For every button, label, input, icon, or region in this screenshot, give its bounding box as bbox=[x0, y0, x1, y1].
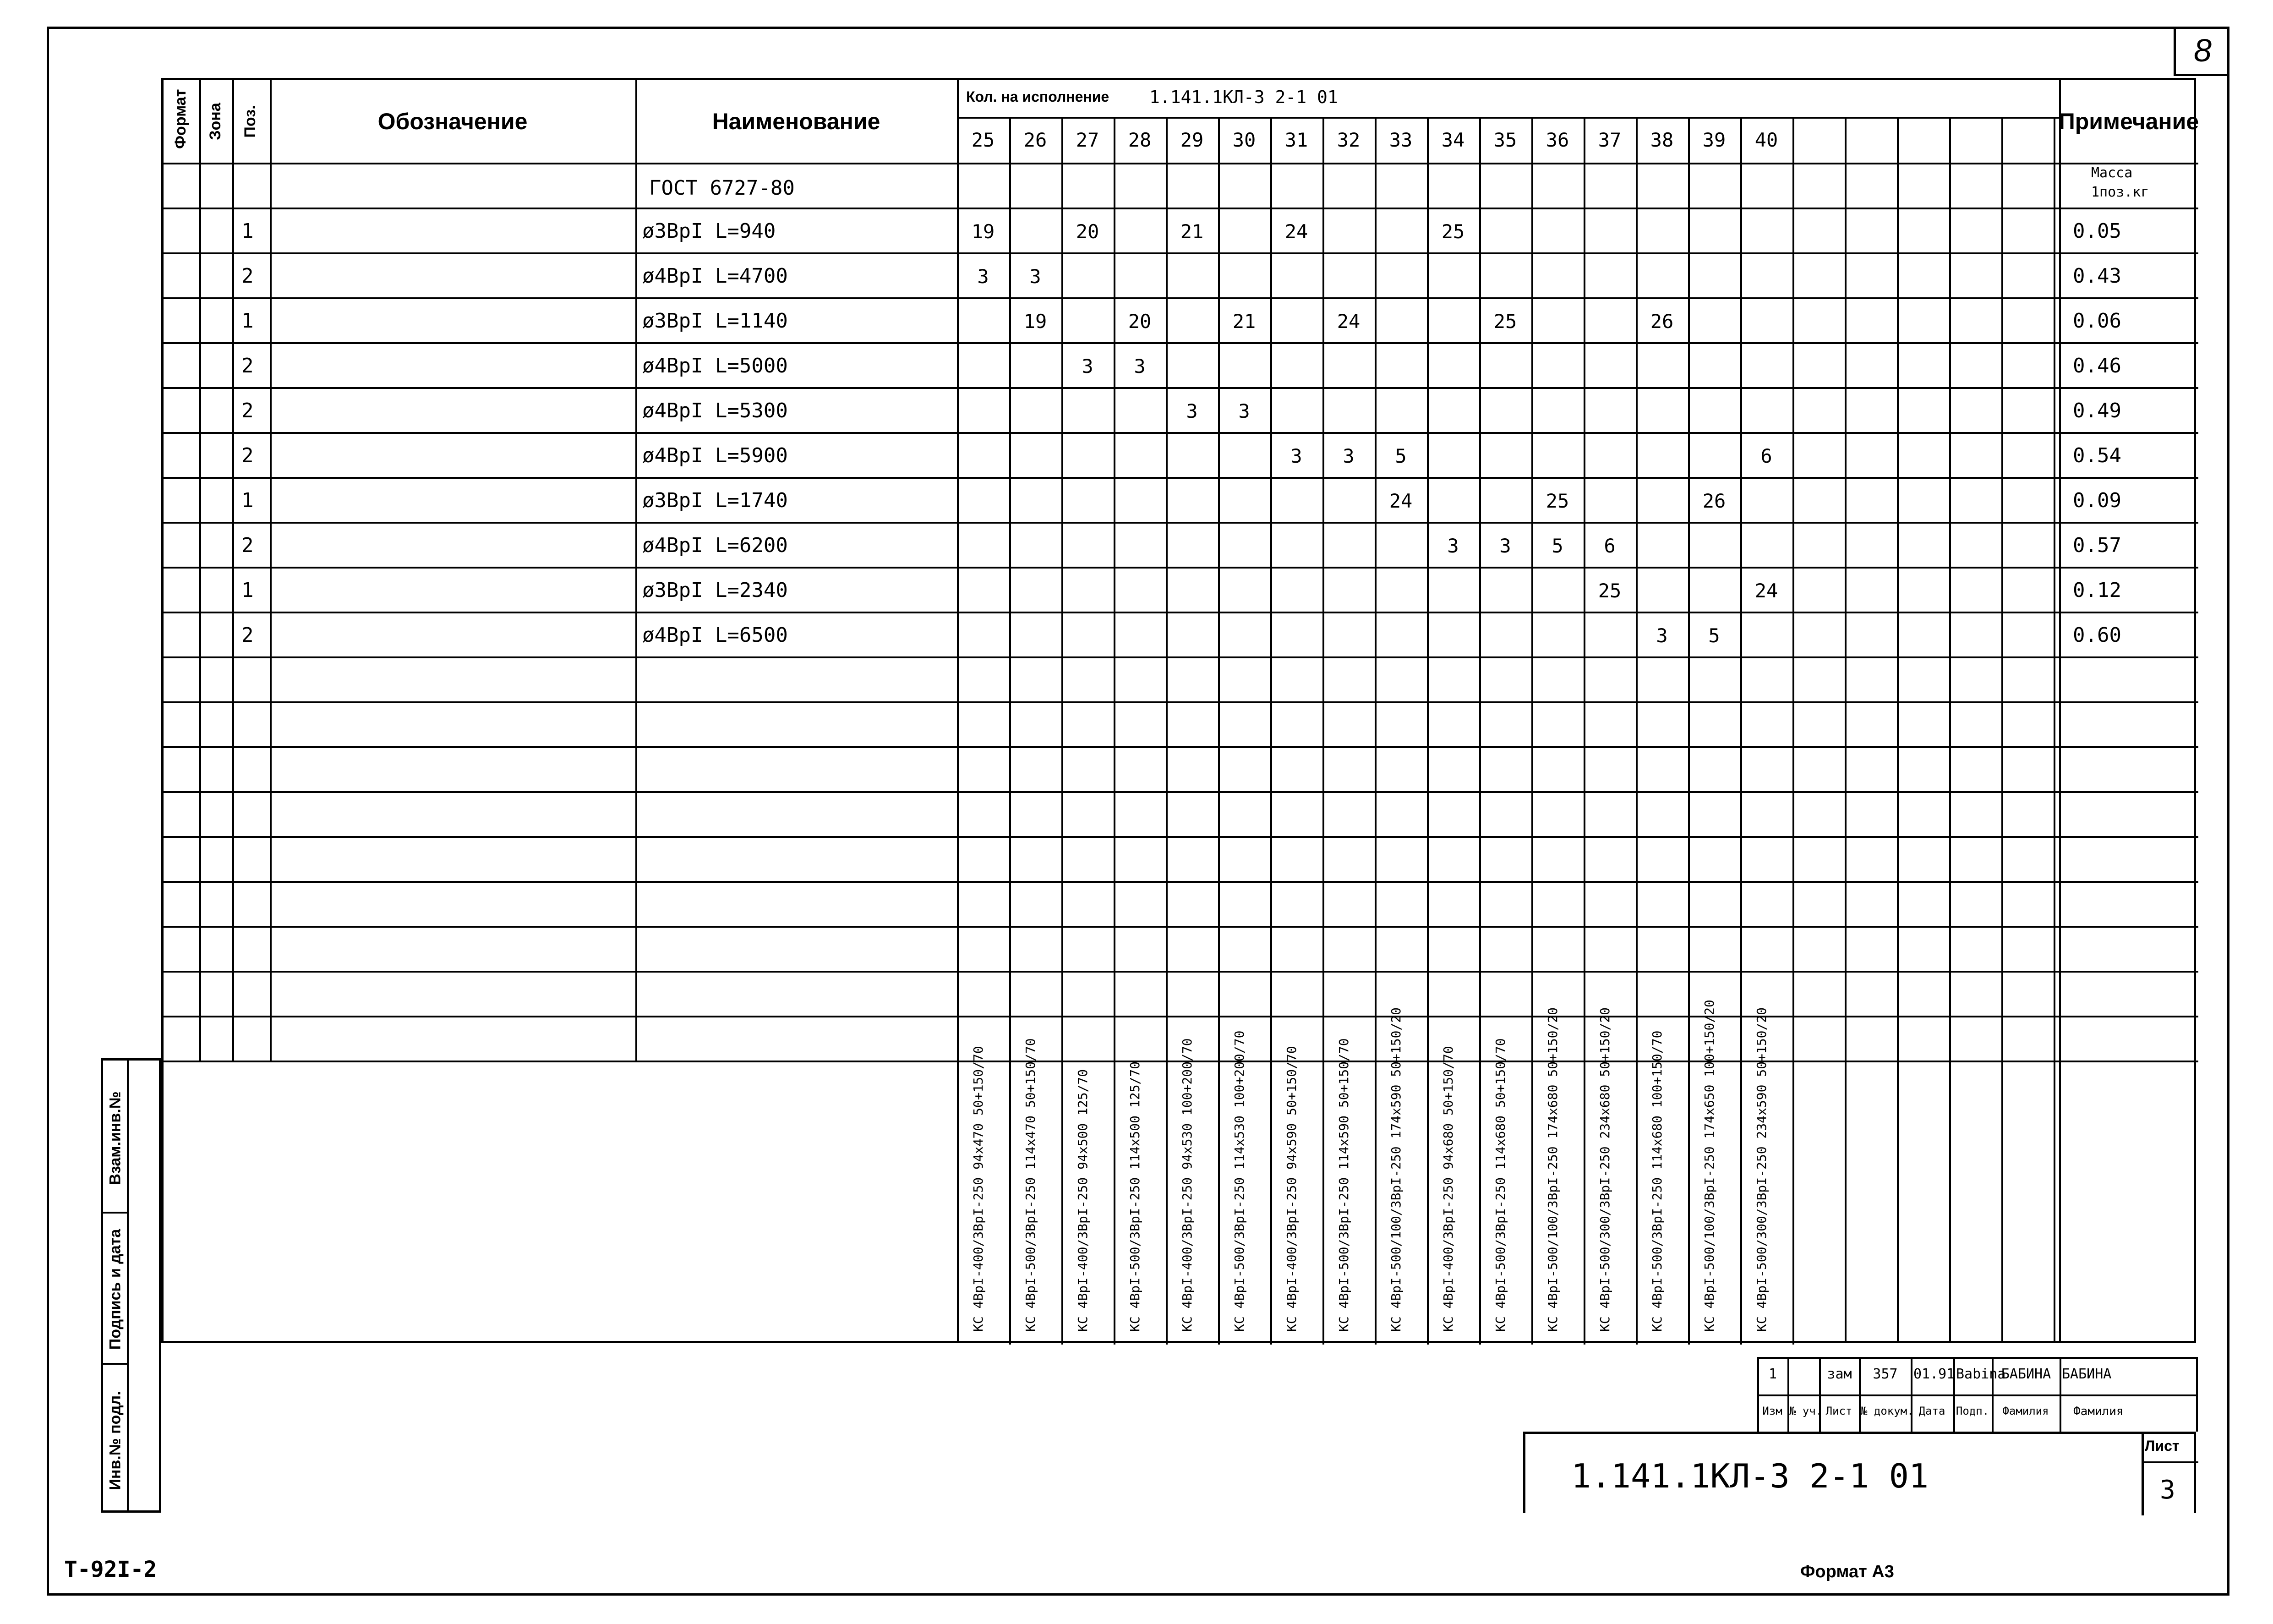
row-qty: 26 bbox=[1702, 490, 1726, 512]
row-qty: 24 bbox=[1337, 310, 1361, 333]
row-qty: 25 bbox=[1441, 220, 1465, 243]
header-zone: Зона bbox=[207, 103, 224, 140]
row-name: ø3ВрI L=1140 bbox=[642, 309, 788, 333]
row-qty: 3 bbox=[1499, 535, 1511, 557]
row-qty: 25 bbox=[1598, 580, 1622, 602]
variant-annotation: КС 4ВрI-500/100/3ВрI-250 174х680 50+150/20 bbox=[1545, 1007, 1560, 1332]
standard-name: ГОСТ 6727-80 bbox=[649, 176, 795, 200]
row-pos: 1 bbox=[241, 579, 254, 602]
variant-column-12: 36 bbox=[1546, 129, 1569, 151]
variant-annotation: КС 4ВрI-500/3ВрI-250 114х680 100+150/70 bbox=[1650, 1030, 1665, 1332]
variant-annotation: КС 4ВрI-400/3ВрI-250 94х530 100+200/70 bbox=[1180, 1038, 1195, 1332]
revision-doc: 357 bbox=[1873, 1366, 1898, 1382]
header-note: Примечание bbox=[2058, 109, 2199, 134]
revision-header-uch: № уч. bbox=[1789, 1405, 1823, 1417]
revision-izm: 1 bbox=[1768, 1366, 1777, 1382]
variant-annotation: КС 4ВрI-500/3ВрI-250 114х500 125/70 bbox=[1127, 1061, 1142, 1332]
revision-block bbox=[1757, 1357, 2196, 1432]
row-name: ø3ВрI L=2340 bbox=[642, 579, 788, 602]
row-name: ø3ВрI L=940 bbox=[642, 219, 776, 243]
footer-right: Формат А3 bbox=[1800, 1562, 1894, 1581]
variant-column-4: 28 bbox=[1128, 129, 1152, 151]
title-sheet-number: 3 bbox=[2160, 1475, 2175, 1505]
row-qty: 24 bbox=[1754, 580, 1778, 602]
variant-annotation: КС 4ВрI-500/100/3ВрI-250 174х650 100+150/20 bbox=[1702, 1000, 1717, 1332]
variant-annotation: КС 4ВрI-500/300/3ВрI-250 234х680 50+150/20 bbox=[1597, 1007, 1612, 1332]
revision-header-date: Дата bbox=[1918, 1405, 1945, 1417]
variant-annotation: КС 4ВрI-500/100/3ВрI-250 174х590 50+150/20 bbox=[1388, 1007, 1404, 1332]
variant-column-3: 27 bbox=[1076, 129, 1099, 151]
variant-column-10: 34 bbox=[1441, 129, 1465, 151]
row-qty: 6 bbox=[1604, 535, 1616, 557]
row-name: ø4ВрI L=5000 bbox=[642, 354, 788, 377]
variant-column-16: 40 bbox=[1754, 129, 1778, 151]
variant-annotation: КС 4ВрI-500/3ВрI-250 114х590 50+150/70 bbox=[1336, 1038, 1351, 1332]
row-qty: 19 bbox=[1023, 310, 1047, 333]
variant-column-11: 35 bbox=[1493, 129, 1517, 151]
variant-column-6: 30 bbox=[1232, 129, 1256, 151]
row-qty: 20 bbox=[1128, 310, 1152, 333]
row-qty: 25 bbox=[1493, 310, 1517, 333]
side-label-replace: Взам.инв.№ bbox=[106, 1091, 124, 1185]
row-qty: 21 bbox=[1180, 220, 1204, 243]
row-qty: 24 bbox=[1284, 220, 1308, 243]
row-qty: 5 bbox=[1708, 624, 1720, 647]
row-pos: 2 bbox=[241, 623, 254, 647]
side-label-inv: Инв.№ подл. bbox=[106, 1391, 124, 1490]
revision-header-surname: Фамилия bbox=[2002, 1405, 2049, 1417]
variant-annotation: КС 4ВрI-500/3ВрI-250 114х470 50+150/70 bbox=[1023, 1038, 1038, 1332]
variant-column-15: 39 bbox=[1702, 129, 1726, 151]
revision-sign: Babina bbox=[1956, 1366, 2006, 1382]
row-qty: 24 bbox=[1389, 490, 1413, 512]
row-note: 0.54 bbox=[2073, 444, 2121, 467]
revision-header-sign: Подп. bbox=[1956, 1405, 1989, 1417]
standard-note-1: Масса bbox=[2091, 165, 2133, 181]
row-qty: 3 bbox=[1238, 400, 1250, 422]
row-pos: 2 bbox=[241, 534, 254, 557]
revision-header-izm: Изм bbox=[1762, 1405, 1782, 1417]
row-note: 0.12 bbox=[2073, 579, 2121, 602]
header-format: Формат bbox=[172, 89, 189, 149]
row-qty: 5 bbox=[1552, 535, 1563, 557]
header-qty-label: Кол. на исполнение bbox=[966, 88, 1109, 105]
revision-list: зам bbox=[1827, 1366, 1852, 1382]
row-qty: 3 bbox=[1343, 445, 1355, 467]
row-qty: 3 bbox=[977, 265, 989, 288]
variant-annotation: КС 4ВрI-500/3ВрI-250 114х680 50+150/70 bbox=[1493, 1038, 1508, 1332]
row-qty: 3 bbox=[1656, 624, 1668, 647]
row-qty: 3 bbox=[1186, 400, 1198, 422]
row-pos: 2 bbox=[241, 444, 254, 467]
row-qty: 3 bbox=[1029, 265, 1041, 288]
row-pos: 2 bbox=[241, 264, 254, 288]
variant-column-8: 32 bbox=[1337, 129, 1361, 151]
row-note: 0.46 bbox=[2073, 354, 2121, 377]
row-note: 0.05 bbox=[2073, 219, 2121, 243]
row-qty: 3 bbox=[1134, 355, 1146, 377]
header-qty-variant: 1.141.1КЛ-3 2-1 01 bbox=[1149, 87, 1338, 107]
variant-column-7: 31 bbox=[1284, 129, 1308, 151]
variant-annotation: КС 4ВрI-400/3ВрI-250 94х590 50+150/70 bbox=[1284, 1046, 1299, 1332]
row-qty: 25 bbox=[1546, 490, 1569, 512]
variant-column-2: 26 bbox=[1023, 129, 1047, 151]
row-name: ø4ВрI L=6200 bbox=[642, 534, 788, 557]
variant-annotation: КС 4ВрI-500/300/3ВрI-250 234х590 50+150/20 bbox=[1754, 1007, 1769, 1332]
revision-surname-value: БАБИНА bbox=[2062, 1366, 2112, 1382]
row-pos: 1 bbox=[241, 219, 254, 243]
variant-column-9: 33 bbox=[1389, 129, 1413, 151]
row-qty: 19 bbox=[971, 220, 995, 243]
revision-header-surname: Фамилия bbox=[2073, 1405, 2124, 1418]
standard-note-2: 1поз.кг bbox=[2091, 184, 2149, 200]
variant-annotation: КС 4ВрI-500/3ВрI-250 114х530 100+200/70 bbox=[1232, 1030, 1247, 1332]
row-name: ø4ВрI L=5300 bbox=[642, 399, 788, 422]
row-qty: 3 bbox=[1082, 355, 1093, 377]
row-note: 0.49 bbox=[2073, 399, 2121, 422]
row-name: ø4ВрI L=6500 bbox=[642, 623, 788, 647]
header-designation: Обозначение bbox=[377, 109, 528, 134]
row-qty: 6 bbox=[1760, 445, 1772, 467]
row-qty: 3 bbox=[1447, 535, 1459, 557]
row-name: ø3ВрI L=1740 bbox=[642, 489, 788, 512]
title-sheet-label: Лист bbox=[2145, 1438, 2180, 1454]
revision-header-doc: № докум. bbox=[1861, 1405, 1914, 1417]
row-pos: 2 bbox=[241, 354, 254, 377]
title-code: 1.141.1КЛ-3 2-1 01 bbox=[1571, 1457, 1929, 1495]
top-sheet-number bbox=[2174, 27, 2229, 76]
row-pos: 1 bbox=[241, 489, 254, 512]
variant-annotation: КС 4ВрI-400/3ВрI-250 94х500 125/70 bbox=[1075, 1069, 1090, 1332]
top-sheet-number-text: 8 bbox=[2194, 32, 2212, 68]
row-qty: 20 bbox=[1076, 220, 1099, 243]
specification-table bbox=[161, 78, 2199, 1343]
variant-column-1: 25 bbox=[971, 129, 995, 151]
row-qty: 21 bbox=[1232, 310, 1256, 333]
variant-column-13: 37 bbox=[1598, 129, 1622, 151]
row-name: ø4ВрI L=4700 bbox=[642, 264, 788, 288]
row-note: 0.06 bbox=[2073, 309, 2121, 333]
variant-annotation: КС 4ВрI-400/3ВрI-250 94х680 50+150/70 bbox=[1441, 1046, 1456, 1332]
title-block bbox=[1523, 1432, 2196, 1513]
revision-surname: БАБИНА bbox=[2001, 1366, 2051, 1382]
row-note: 0.57 bbox=[2073, 534, 2121, 557]
side-label-sign-date: Подпись и дата bbox=[106, 1229, 124, 1350]
row-name: ø4ВрI L=5900 bbox=[642, 444, 788, 467]
revision-date: 01.91 bbox=[1913, 1366, 1955, 1382]
revision-header-list: Лист bbox=[1825, 1405, 1852, 1417]
row-note: 0.09 bbox=[2073, 489, 2121, 512]
row-qty: 3 bbox=[1290, 445, 1302, 467]
header-pos: Поз. bbox=[241, 105, 259, 138]
variant-column-5: 29 bbox=[1180, 129, 1204, 151]
side-strip bbox=[101, 1058, 161, 1513]
row-note: 0.60 bbox=[2073, 623, 2121, 647]
row-pos: 2 bbox=[241, 399, 254, 422]
footer-left: Т-92I-2 bbox=[64, 1557, 157, 1582]
row-pos: 1 bbox=[241, 309, 254, 333]
row-note: 0.43 bbox=[2073, 264, 2121, 288]
variant-column-14: 38 bbox=[1650, 129, 1674, 151]
row-qty: 5 bbox=[1395, 445, 1407, 467]
row-qty: 26 bbox=[1650, 310, 1674, 333]
variant-annotation: КС 4ВрI-400/3ВрI-250 94х470 50+150/70 bbox=[971, 1046, 986, 1332]
header-name: Наименование bbox=[712, 109, 880, 134]
